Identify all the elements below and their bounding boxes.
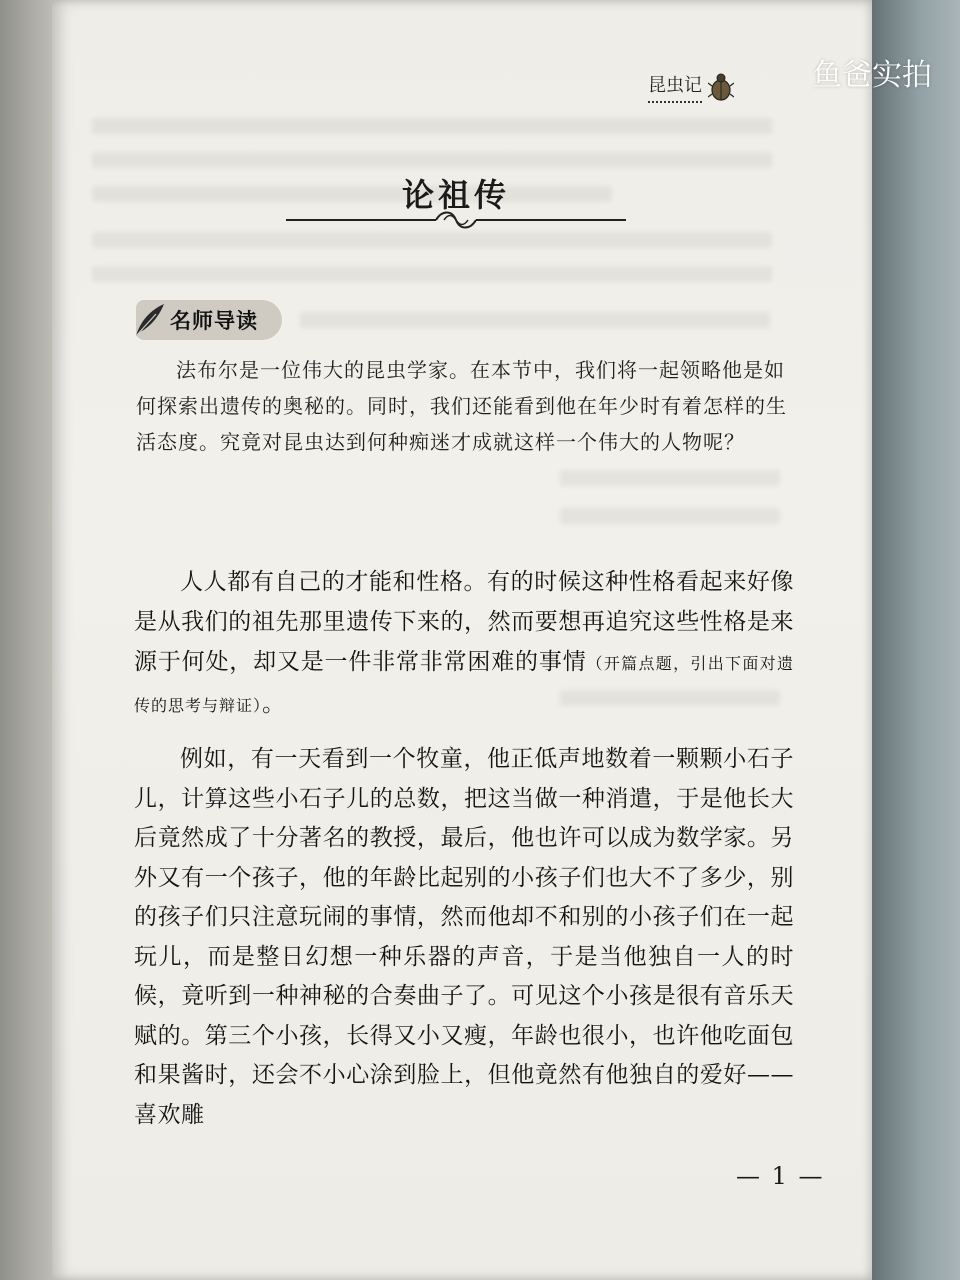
guide-label: 名师导读 <box>170 309 258 333</box>
body-paragraph-1-end: 。 <box>262 691 286 717</box>
editor-note: （开篇点题，引出下面对遗传的思考与辩证） <box>134 654 794 715</box>
running-head <box>648 70 734 104</box>
quill-icon <box>130 300 170 340</box>
title-ornament <box>286 208 626 232</box>
beetle-icon <box>708 72 734 102</box>
guide-text: 法布尔是一位伟大的昆虫学家。在本节中，我们将一起领略他是如何探索出遗传的奥秘的。同时，我们还能看到他在年少时有着怎样的生活态度。究竟对昆虫达到何种痴迷才成就这样一个伟大的人物呢？ <box>136 358 787 454</box>
body-paragraph-2: 例如，有一天看到一个牧童，他正低声地数着一颗颗小石子儿，计算这些小石子儿的总数，把这当做一种消遣，于是他长大后竟然成了十分著名的教授，最后，他也许可以成为数学家。另外又有一个孩子，他的年龄比起别的小孩子们也大不了多少，别的孩子们只注意玩闹的事情，然而他却不和别的小孩子们在一起玩儿，而是整日幻想一种乐器的声音，于是当他独自一人的时候，竟听到一种神秘的合奏曲子了。可见这个小孩是很有音乐天赋的。第三个小孩，长得又小又瘦，年龄也很小，也许他吃面包和果酱时，还会不小心涂到脸上，但他竟然有他独自的爱好——喜欢雕 <box>134 746 794 1128</box>
running-head-title: 昆虫记 <box>648 71 702 103</box>
body-paragraph-1-text: 人人都有自己的才能和性格。有的时候这种性格看起来好像是从我们的祖先那里遗传下来的，然而要想再追究这些性格是来源于何处，却又是一件非常非常困难的事情 <box>134 569 794 675</box>
guide-badge <box>136 300 282 340</box>
body-paragraph-1 <box>134 562 794 726</box>
page-number: — 1 — <box>736 1162 825 1190</box>
chapter-title: 论祖传 <box>401 176 510 214</box>
watermark: 鱼爸实拍 <box>812 58 932 93</box>
